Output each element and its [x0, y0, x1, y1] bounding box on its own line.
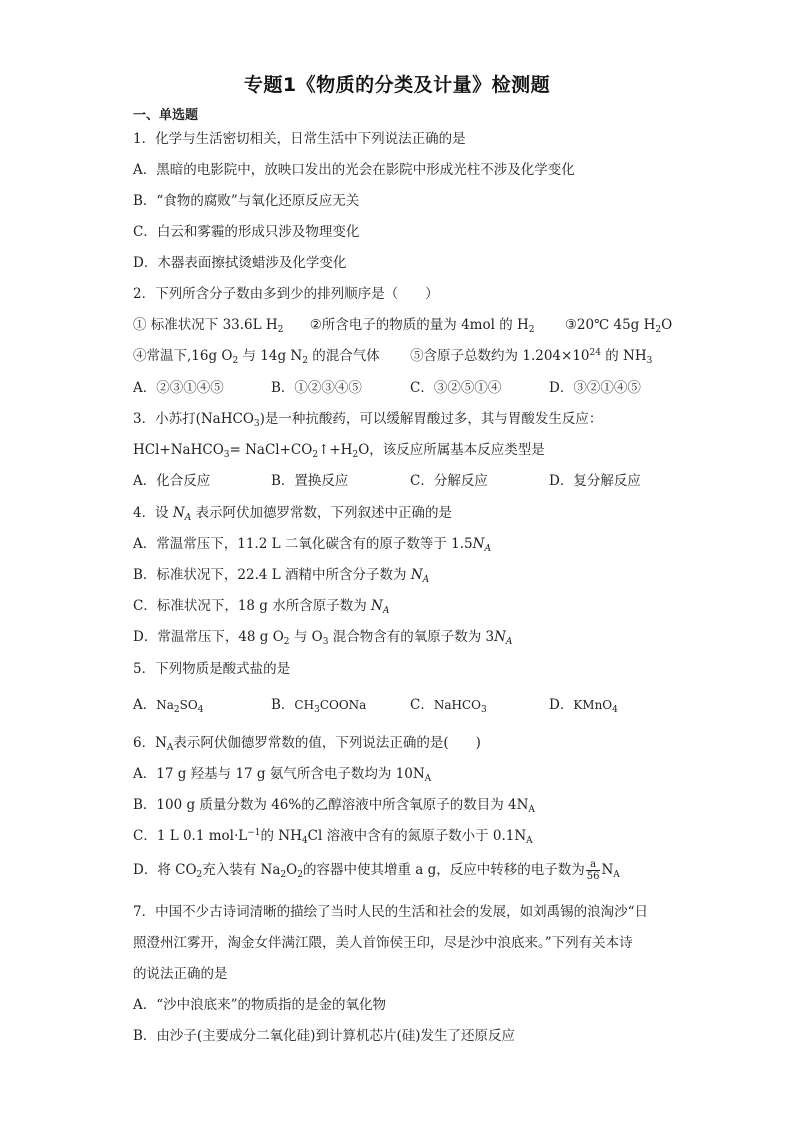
q2-items-row2 — [133, 347, 652, 365]
q6-option-c[interactable]: C．1 L 0.1 $mol\cdot L^{-1}$的 $NH_4Cl$ 溶液中含有的氮原子数小于 $0.1N_A$ — [133, 828, 533, 846]
q6-stem: 6．$N_A$表示阿伏伽德罗常数的值，下列说法正确的是( ) — [133, 735, 481, 753]
q3-option-d[interactable]: D．复分解反应 — [549, 473, 641, 489]
q2-option-c[interactable]: C．③②⑤①④ — [410, 380, 502, 396]
q5-option-d[interactable]: D．KMnO$_4$ — [549, 697, 618, 715]
q2-items-row1 — [133, 316, 672, 334]
q4-option-a[interactable]: A．常温常压下，11.2 L 二氧化碳含有的原子数等于 $1.5N_A$ — [133, 536, 491, 554]
q3-stem: 3．小苏打(NaHCO$_3$)是一种抗酸药，可以缓解胃酸过多，其与胃酸发生反应： — [133, 411, 603, 429]
q2-option-a[interactable]: A．②③①④⑤ — [133, 380, 224, 396]
q6-option-a[interactable]: A．17 g 羟基与 17 g 氨气所含电子数均为 $10N_A$ — [133, 766, 432, 784]
q5-option-a[interactable]: A．$Na_2SO_4$ — [133, 697, 204, 715]
q1-option-d[interactable]: D．木器表面擦拭烫蜡涉及化学变化 — [133, 255, 347, 271]
q6-option-b[interactable]: B．100 g 质量分数为 46%的乙醇溶液中所含氧原子的数目为 $4N_A$ — [133, 797, 535, 815]
q5-option-b[interactable]: B．$CH_3COONa$ — [271, 697, 367, 715]
q7-option-b[interactable]: B．由沙子(主要成分二氧化硅)到计算机芯片(硅)发生了还原反应 — [133, 1028, 515, 1044]
q1-option-c[interactable]: C．白云和雾霾的形成只涉及物理变化 — [133, 224, 360, 240]
q1-stem: 1．化学与生活密切相关，日常生活中下列说法正确的是 — [133, 131, 466, 147]
q5-option-c[interactable]: C．NaHCO$_3$ — [410, 697, 487, 715]
q4-option-c[interactable]: C．标准状况下，18 g 水所含原子数为 $N_A$ — [133, 598, 390, 616]
section-heading: 一、单选题 — [133, 108, 199, 123]
q2-item-3: ③20℃ 45g $H_2O$ — [564, 317, 673, 335]
q7-stem-line2: 照澄州江雾开，淘金女伴满江隈，美人首饰侯王印，尽是沙中浪底来。”下列有关本诗 — [133, 935, 633, 951]
page-title: 专题1《物质的分类及计量》检测题 — [243, 74, 551, 96]
q4-option-b[interactable]: B．标准状况下，22.4 L 酒精中所含分子数为 $N_A$ — [133, 567, 430, 585]
q1-option-a[interactable]: A．黑暗的电影院中，放映口发出的光会在影院中形成光柱不涉及化学变化 — [133, 162, 575, 178]
q4-option-d[interactable]: D．常温常压下，48 g $O_2$ 与 $O_3$ 混合物含有的氧原子数为 $3N_A$ — [133, 629, 513, 647]
q2-stem: 2．下列所含分子数由多到少的排列顺序是（ ） — [133, 286, 439, 302]
q3-equation: HCl+NaHCO$_3$= $NaCl+CO_2↑+H_2O$，该反应所属基本反应类型是 — [133, 442, 545, 460]
q2-item-2: ②所含电子的物质的量为 4mol 的 $H_2$ — [309, 317, 535, 335]
q4-stem: 4．设 $N_A$ 表示阿伏加德罗常数，下列叙述中正确的是 — [133, 505, 452, 523]
q2-item-1: ① 标准状况下 33.6L $H_2$ — [133, 317, 284, 335]
fraction: $\frac{a}{56}$ — [586, 859, 600, 882]
q3-option-c[interactable]: C．分解反应 — [410, 473, 488, 489]
q6-option-d[interactable]: D．将 $CO_2$充入装有 $Na_2O_2$的容器中使其增重 a g，反应中转移的电子数为 $\frac{a}{56}$ $N_A$ — [133, 859, 620, 882]
q2-option-d[interactable]: D．③②①④⑤ — [549, 380, 641, 396]
q2-item-4: ④常温下,16g $O_2$ 与 14g $N_2$ 的混合气体 — [133, 348, 380, 366]
q2-item-5: ⑤含原子总数约为 $1.204\times 10^{24}$ 的 $NH_3$ — [410, 348, 653, 366]
q3-option-b[interactable]: B．置换反应 — [271, 473, 349, 489]
q7-option-a[interactable]: A．“沙中浪底来”的物质指的是金的氧化物 — [133, 997, 387, 1013]
q7-stem-line3: 的说法正确的是 — [133, 966, 228, 982]
q7-stem-line1: 7．中国不少古诗词清晰的描绘了当时人民的生活和社会的发展，如刘禹锡的浪淘沙“日 — [133, 904, 648, 920]
q2-option-b[interactable]: B．①②③④⑤ — [271, 380, 362, 396]
q3-option-a[interactable]: A．化合反应 — [133, 473, 211, 489]
q1-option-b[interactable]: B．“食物的腐败”与氧化还原反应无关 — [133, 193, 360, 209]
q5-stem: 5．下列物质是酸式盐的是 — [133, 661, 291, 677]
